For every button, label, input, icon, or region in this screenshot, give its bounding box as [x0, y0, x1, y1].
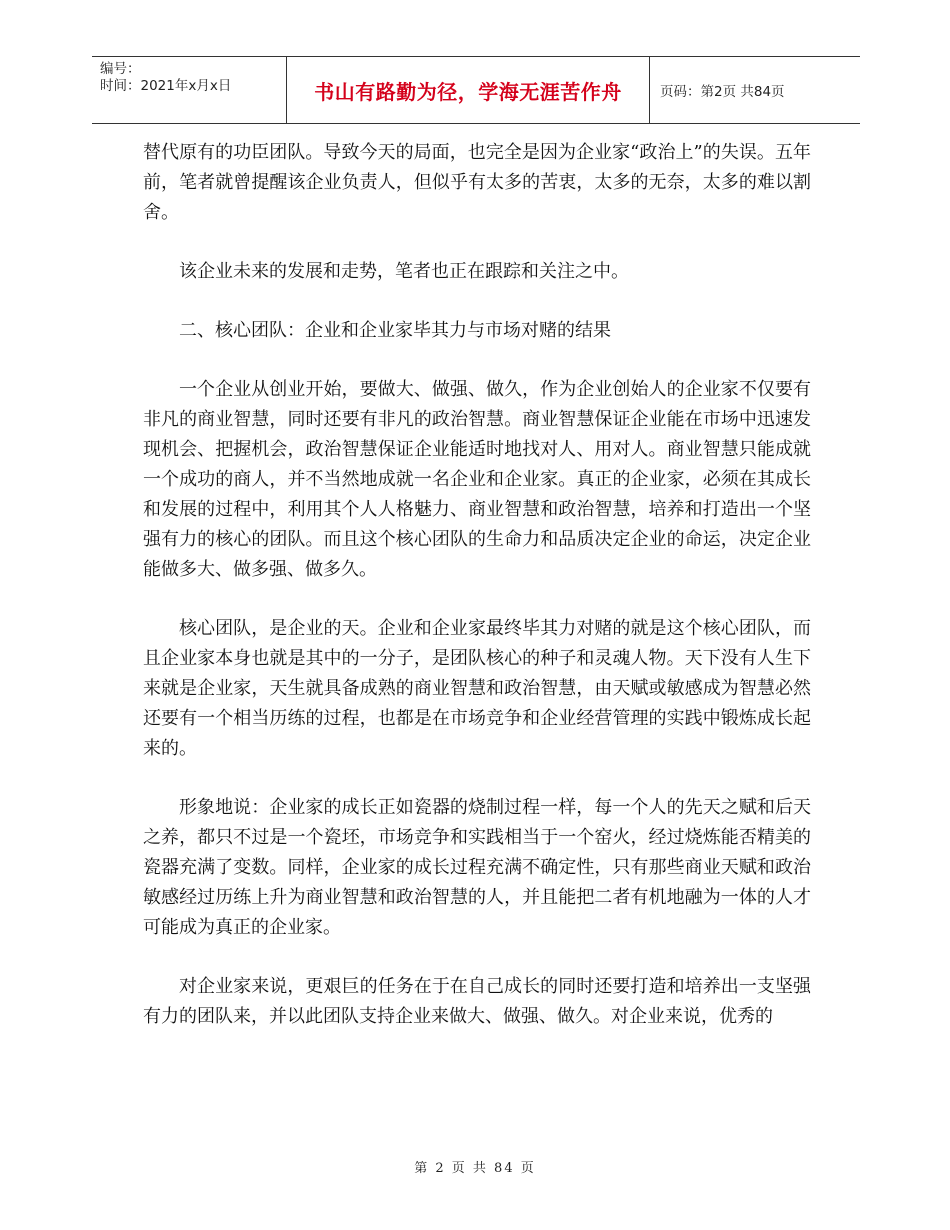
body-paragraph: 一个企业从创业开始，要做大、做强、做久，作为企业创始人的企业家不仅要有非凡的商业智慧，同时还要有非凡的政治智慧。商业智慧保证企业能在市场中迅速发现机会、把握机会，政治智慧保证企业能适时地找对人、用对人。商业智慧只能成就一个成功的商人，并不当然地成就一名企业和企业家。真正的企业家，必须在其成长和发展的过程中，利用其个人人格魅力、商业智慧和政治智慧，培养和打造出一个坚强有力的核心的团队。而且这个核心团队的生命力和品质决定企业的命运，决定企业能做多大、做多强、做多久。: [143, 379, 811, 580]
document-time: 时间：2021年x月x日: [100, 78, 232, 94]
document-body: [143, 138, 811, 1061]
header-motto: 书山有路勤为径，学海无涯苦作舟: [286, 57, 650, 123]
body-paragraph: 对企业家来说，更艰巨的任务在于在自己成长的同时还要打造和培养出一支坚强有力的团队来，并以此团队支持企业来做大、做强、做久。对企业来说，优秀的: [143, 976, 811, 1027]
body-paragraph: 核心团队，是企业的天。企业和企业家最终毕其力对赌的就是这个核心团队，而且企业家本身也就是其中的一分子，是团队核心的种子和灵魂人物。天下没有人生下来就是企业家，天生就具备成熟的商业智慧和政治智慧，由天赋或敏感成为智慧必然还要有一个相当历练的过程，也都是在市场竞争和企业经营管理的实践中锻炼成长起来的。: [143, 618, 811, 759]
header-page-info: 页码：第2页 共84页: [660, 84, 785, 100]
page-footer: 第 2 页 共 84 页: [414, 1161, 536, 1176]
page-header: [92, 56, 860, 124]
body-paragraph: 形象地说：企业家的成长正如瓷器的烧制过程一样，每一个人的先天之赋和后天之养，都只不过是一个瓷坯，市场竞争和实践相当于一个窑火，经过烧炼能否精美的瓷器充满了变数。同样，企业家的成长过程充满不确定性，只有那些商业天赋和政治敏感经过历练上升为商业智慧和政治智慧的人，并且能把二者有机地融为一体的人才可能成为真正的企业家。: [143, 797, 811, 938]
section-heading: 二、核心团队：企业和企业家毕其力与市场对赌的结果: [179, 320, 611, 341]
body-paragraph: 该企业未来的发展和走势，笔者也正在跟踪和关注之中。: [179, 261, 629, 282]
header-meta: [92, 57, 286, 123]
body-paragraph: 替代原有的功臣团队。导致今天的局面，也完全是因为企业家“政治上”的失误。五年前，笔者就曾提醒该企业负责人，但似乎有太多的苦衷，太多的无奈，太多的难以割舍。: [143, 142, 811, 223]
document-number-label: 编号：: [100, 61, 141, 77]
